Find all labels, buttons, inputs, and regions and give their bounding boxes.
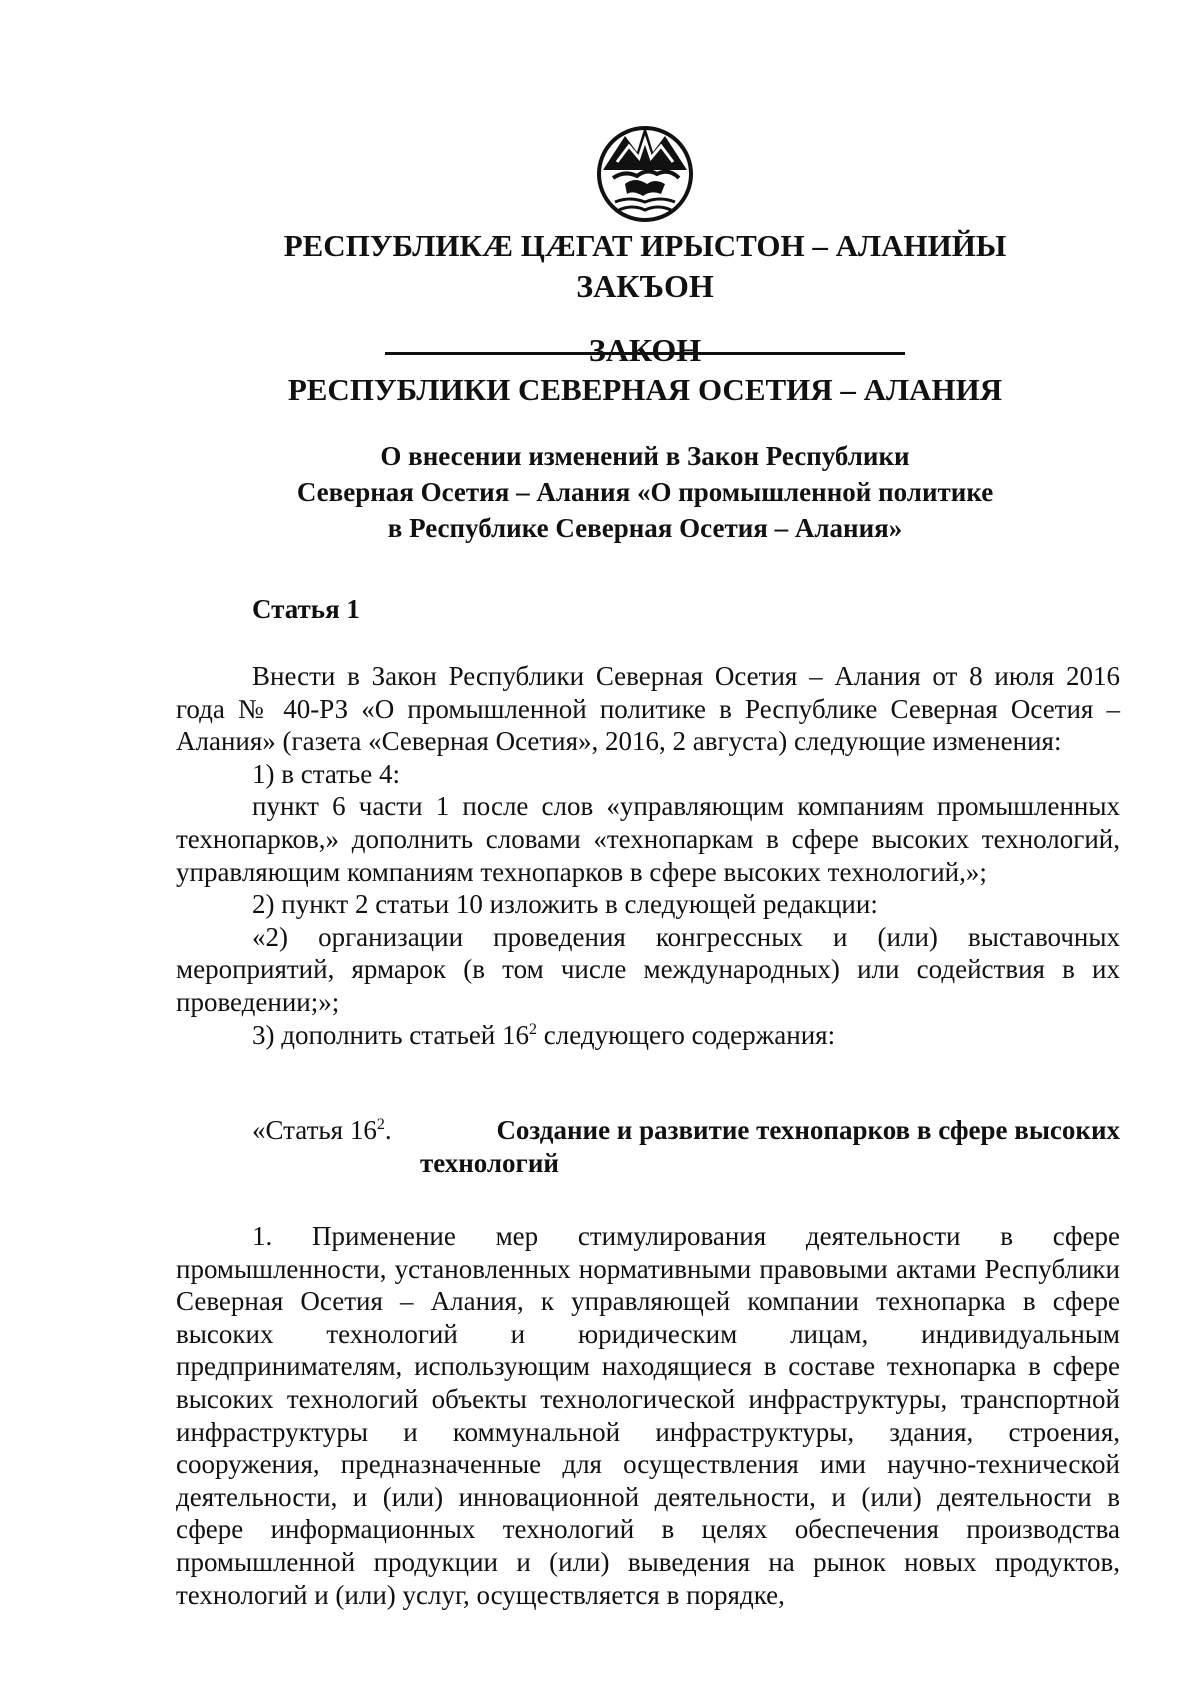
coat-of-arms-icon [595, 118, 695, 226]
law-title-line-2: Северная Осетия – Алания «О промышленной политике [296, 477, 994, 507]
item-3: 3) дополнить статьей $16^2$ следующего содержания: [252, 1019, 836, 1050]
article-1-heading: Статья 1 [252, 594, 360, 624]
item-2-text: «2) организации проведения конгрессных и (или) выставочных мероприятий, ярмарок (в том числе международных) или содействия в их проведении;»; [176, 921, 1120, 1017]
item-1-text: пункт 6 части 1 после слов «управляющим компаниям промышленных технопарков,» дополнить словами «технопаркам в сфере высоких технологий, управляющим компаниям технопарков в сфере высоких технологий,»; [176, 791, 1120, 887]
russian-law-word: ЗАКОН [588, 332, 702, 368]
new-article-title-2: технологий [420, 1147, 559, 1178]
new-article-title: Создание и развитие технопарков в сфере высоких [496, 1115, 1120, 1145]
article-1-intro: Внести в Закон Республики Северная Осетия – Алания от 8 июля 2016 года № 40-РЗ «О промышленной политике в Республике Северная Осетия – Алания» (газета «Северная Осетия», 2016, 2 августа) следующие изменения: [176, 661, 1120, 757]
russian-republic-name: РЕСПУБЛИКИ СЕВЕРНАЯ ОСЕТИЯ – АЛАНИЯ [287, 372, 1003, 407]
item-1: 1) в статье 4: [252, 758, 400, 789]
paragraph-1: 1. Применение мер стимулирования деятельности в сфере промышленности, установленных нормативными правовыми актами Республики Северная Осетия – Алания, к управляющей компании технопарка в сфере высоких технологий и юридическим лицам, индивидуальным предпринимателям, использующим находящиеся в составе технопарка в сфере высоких технологий объекты технологической инфраструктуры, транспортной инфраструктуры и коммунальной инфраструктуры, здания, строения, сооружения, предназначенные для осуществления ими научно-технической деятельности, и (или) инновационной деятельности, и (или) деятельности в сфере информационных технологий в целях обеспечения производства промышленной продукции и (или) выведения на рынок новых продуктов, технологий и (или) услуг, осуществляется в порядке, [176, 1221, 1120, 1610]
new-article-body [176, 1220, 1120, 1611]
new-article-heading: «Статья $16^2$. Создание и развитие технопарков в сфере высоких технологий [252, 1115, 1120, 1178]
law-title-line-3: в Республике Северная Осетия – Алания» [387, 513, 903, 543]
ossetian-law-word: ЗАКЪОН [576, 268, 714, 304]
ossetian-republic-name: РЕСПУБЛИКÆ ЦÆГАТ ИРЫСТОН – АЛАНИЙЫ [283, 228, 1007, 263]
item-2: 2) пункт 2 статьи 10 изложить в следующей редакции: [252, 889, 878, 920]
article-1-body [176, 660, 1120, 1051]
law-title-line-1: О внесении изменений в Закон Республики [380, 441, 910, 471]
